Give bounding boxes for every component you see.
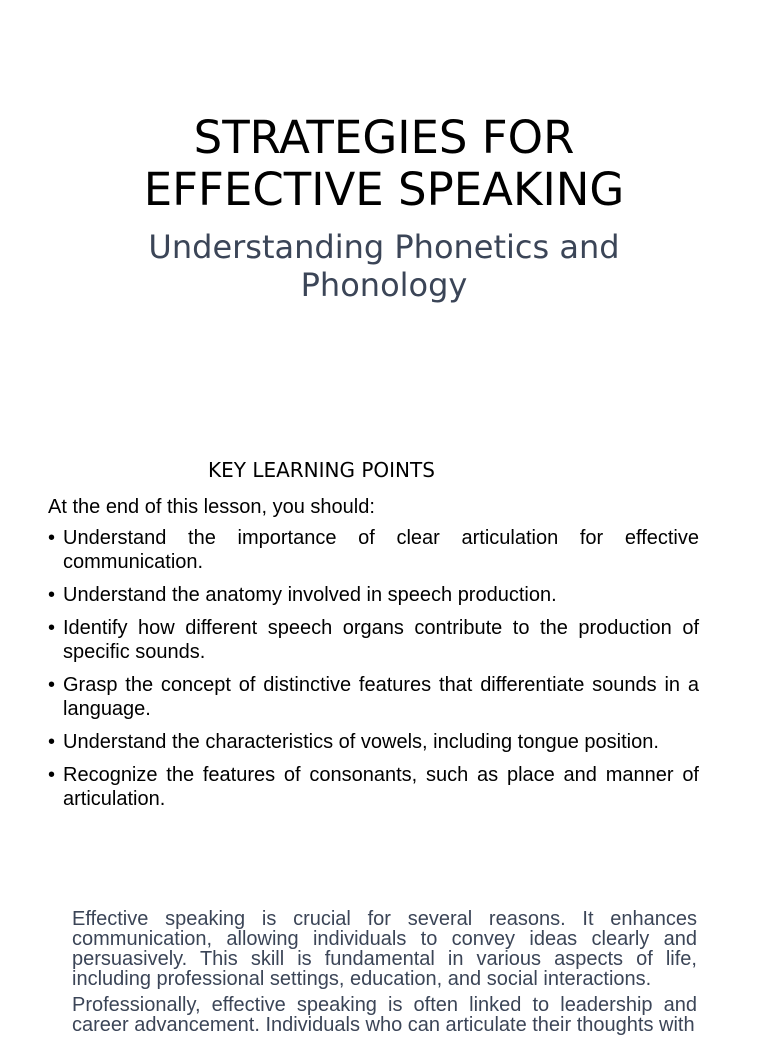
body-paragraph-1: Effective speaking is crucial for several reasons. It enhances communication, allowing individuals to convey ideas clearly and persuasively. This skill is fundamental in various aspects of life, including professional settings, education, and social interactions.	[72, 908, 697, 990]
list-item-text: Understand the importance of clear articulation for effective communication.	[63, 527, 699, 573]
list-item	[48, 730, 699, 754]
key-learning-points-heading: KEY LEARNING POINTS	[208, 458, 435, 482]
learning-points-list	[48, 526, 699, 820]
subtitle-line-1: Understanding Phonetics and	[148, 228, 620, 266]
list-item	[48, 526, 699, 574]
list-item-text: Recognize the features of consonants, such as place and manner of articulation.	[63, 764, 699, 810]
list-item-text: Identify how different speech organs contribute to the production of specific sounds.	[63, 617, 699, 663]
list-item	[48, 673, 699, 721]
bullet-icon: •	[48, 584, 56, 606]
bullet-icon: •	[48, 764, 56, 786]
bullet-icon: •	[48, 674, 56, 696]
title-line-1: STRATEGIES FOR	[193, 111, 575, 164]
list-item	[48, 583, 699, 607]
body-text	[72, 909, 697, 1041]
bullet-icon: •	[48, 527, 56, 549]
learning-points-intro: At the end of this lesson, you should:	[48, 496, 375, 518]
list-item-text: Understand the characteristics of vowels, including tongue position.	[63, 731, 659, 753]
list-item-text: Grasp the concept of distinctive features that differentiate sounds in a language.	[63, 674, 699, 720]
page-title	[0, 112, 768, 216]
title-line-2: EFFECTIVE SPEAKING	[143, 163, 625, 216]
body-paragraph-2: Professionally, effective speaking is often linked to leadership and career advancement. Individuals who can articulate their thoughts with	[72, 994, 697, 1036]
bullet-icon: •	[48, 731, 56, 753]
list-item	[48, 763, 699, 811]
page-subtitle	[0, 228, 768, 304]
list-item-text: Understand the anatomy involved in speech production.	[63, 584, 557, 606]
list-item	[48, 616, 699, 664]
bullet-icon: •	[48, 617, 56, 639]
subtitle-line-2: Phonology	[300, 266, 468, 304]
